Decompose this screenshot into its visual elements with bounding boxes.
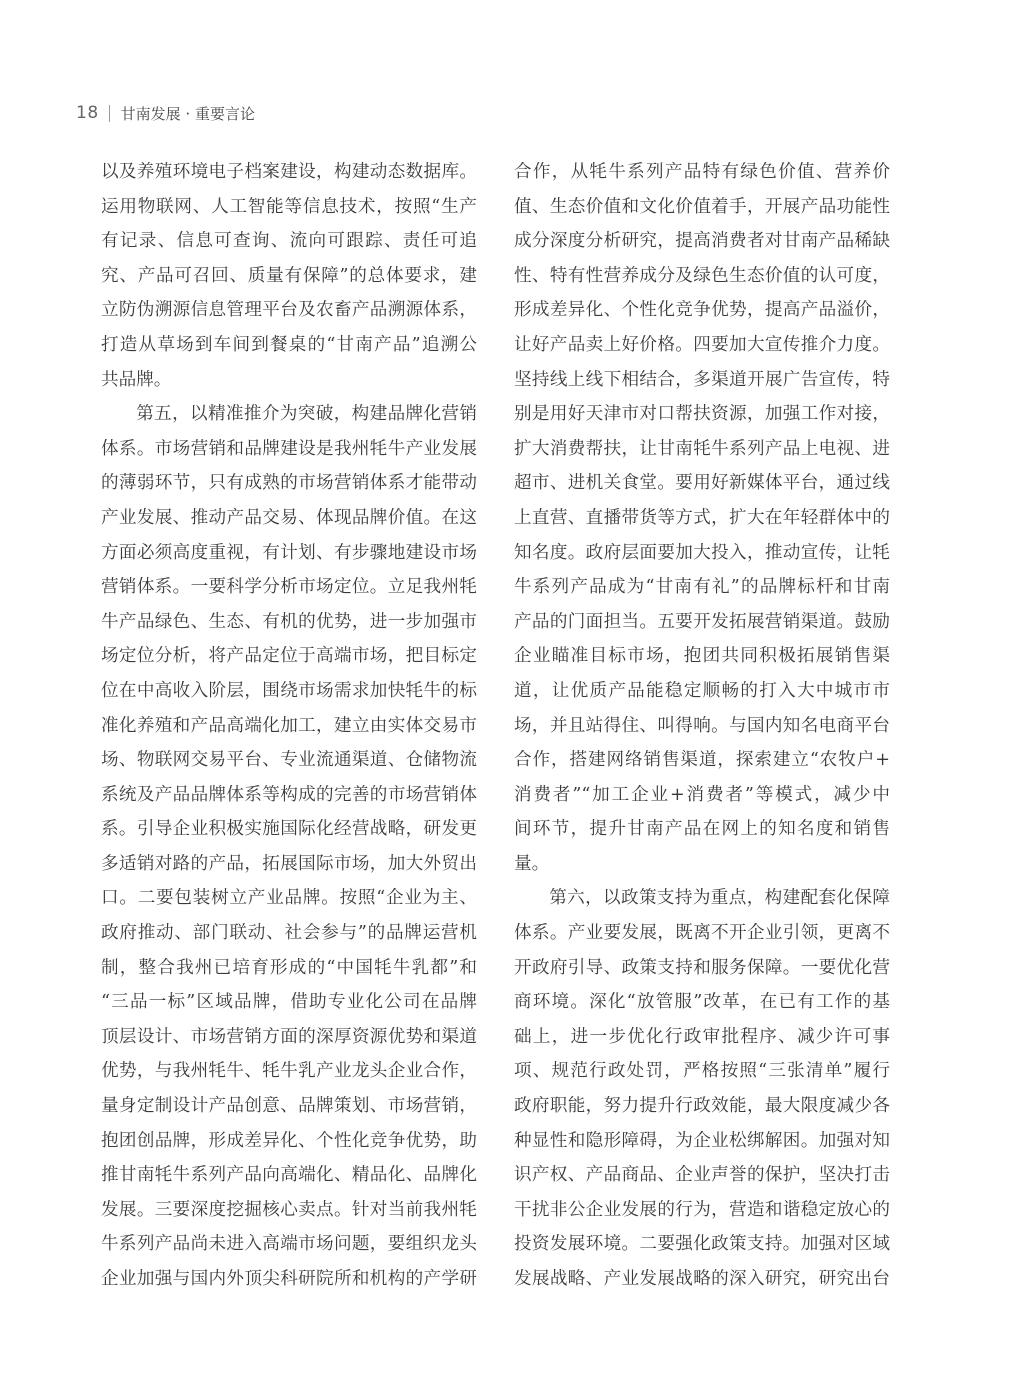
text-line: 成分深度分析研究，提高消费者对甘南产品稀缺 [514, 231, 890, 252]
text-line: 形成差异化、个性化竞争优势，提高产品溢价， [514, 300, 890, 321]
text-line: 干扰非公企业发展的行为，营造和谐稳定放心的 [514, 1199, 890, 1220]
text-line: 系统及产品品牌体系等构成的完善的市场营销体 [101, 784, 477, 805]
text-line: 值、生态价值和文化价值着手，开展产品功能性 [514, 196, 890, 217]
text-line: 政府职能，努力提升行政效能，最大限度减少各 [514, 1096, 890, 1117]
text-line: 顶层设计、市场营销方面的深厚资源优势和渠道 [101, 1026, 477, 1047]
running-header [76, 99, 255, 127]
text-line: 商环境。深化“放管服”改革，在已有工作的基 [514, 992, 890, 1013]
text-line: 上直营、直播带货等方式，扩大在年轻群体中的 [514, 507, 890, 528]
text-line: 口。二要包装树立产业品牌。按照“企业为主、 [101, 888, 477, 909]
text-line: 抱团创品牌，形成差异化、个性化竞争优势，助 [101, 1130, 477, 1151]
text-line: 以及养殖环境电子档案建设，构建动态数据库。 [101, 162, 477, 182]
text-line: 坚持线上线下相结合，多渠道开展广告宣传，特 [514, 369, 890, 390]
text-line: 营销体系。一要科学分析市场定位。立足我州牦 [101, 577, 477, 598]
text-line: 场、物联网交易平台、专业流通渠道、仓储物流 [101, 750, 477, 771]
text-line: 企业加强与国内外顶尖科研院所和机构的产学研 [101, 1269, 477, 1289]
text-line: 牛产品绿色、生态、有机的优势，进一步加强市 [101, 611, 477, 632]
text-line: 础上，进一步优化行政审批程序、减少许可事 [514, 1026, 890, 1047]
text-line: 体系。产业要发展，既离不开企业引领，更离不 [514, 923, 890, 944]
text-line: 发展。三要深度挖掘核心卖点。针对当前我州牦 [101, 1199, 477, 1220]
page-number: 18 [76, 103, 99, 123]
text-line: 企业瞄准目标市场，抱团共同积极拓展销售渠 [514, 646, 890, 667]
text-line: 量。 [514, 853, 550, 874]
text-line: 量身定制设计产品创意、品牌策划、市场营销， [101, 1096, 477, 1117]
text-line: 第五，以精准推介为突破，构建品牌化营销 [136, 404, 477, 425]
text-line: 位在中高收入阶层，围绕市场需求加快牦牛的标 [101, 680, 477, 701]
text-line: 道，让优质产品能稳定顺畅的打入大中城市市 [514, 680, 890, 701]
text-line: 发展战略、产业发展战略的深入研究，研究出台 [514, 1269, 890, 1289]
text-line: 场，并且站得住、叫得响。与国内知名电商平台 [514, 715, 890, 736]
text-line: 打造从草场到车间到餐桌的“甘南产品”追溯公 [101, 334, 477, 355]
text-line: 推甘南牦牛系列产品向高端化、精品化、品牌化 [101, 1165, 477, 1186]
text-line: 牛系列产品尚未进入高端市场问题，要组织龙头 [101, 1234, 477, 1255]
text-line: 性、特有性营养成分及绿色生态价值的认可度， [514, 265, 890, 286]
text-line: 体系。市场营销和品牌建设是我州牦牛产业发展 [101, 438, 477, 459]
text-line: 消费者”“加工企业+消费者”等模式，减少中 [514, 784, 890, 805]
text-line: 多适销对路的产品，拓展国际市场，加大外贸出 [101, 853, 477, 874]
text-line: 准化养殖和产品高端化加工，建立由实体交易市 [101, 715, 477, 736]
text-line: 开政府引导、政策支持和服务保障。一要优化营 [514, 957, 890, 978]
text-line: “三品一标”区域品牌，借助专业化公司在品牌 [101, 992, 477, 1013]
text-line: 扩大消费帮扶，让甘南牦牛系列产品上电视、进 [514, 438, 890, 459]
text-line: 制，整合我州已培育形成的“中国牦牛乳都”和 [101, 957, 477, 978]
text-line: 究、产品可召回、质量有保障”的总体要求，建 [101, 265, 477, 286]
left-text-column [101, 155, 477, 1297]
text-line: 第六，以政策支持为重点，构建配套化保障 [549, 888, 890, 909]
text-line: 让好产品卖上好价格。四要加大宣传推介力度。 [514, 334, 890, 355]
section-title: 甘南发展 · 重要言论 [120, 104, 255, 123]
text-line: 知名度。政府层面要加大投入，推动宣传，让牦 [514, 542, 890, 563]
text-line: 场定位分析，将产品定位于高端市场，把目标定 [101, 646, 477, 667]
text-line: 超市、进机关食堂。要用好新媒体平台，通过线 [514, 473, 890, 494]
text-line: 系。引导企业积极实施国际化经营战略，研发更 [101, 819, 477, 840]
text-line: 有记录、信息可查询、流向可跟踪、责任可追 [101, 231, 477, 252]
text-line: 产品的门面担当。五要开发拓展营销渠道。鼓励 [514, 611, 890, 632]
text-line: 共品牌。 [101, 369, 172, 390]
text-line: 识产权、产品商品、企业声誉的保护，坚决打击 [514, 1165, 890, 1186]
header-divider [109, 105, 110, 122]
text-line: 产业发展、推动产品交易、体现品牌价值。在这 [101, 507, 477, 528]
text-line: 牛系列产品成为“甘南有礼”的品牌标杆和甘南 [514, 577, 890, 598]
text-line: 政府推动、部门联动、社会参与”的品牌运营机 [101, 923, 477, 944]
text-line: 立防伪溯源信息管理平台及农畜产品溯源体系， [101, 300, 477, 321]
text-line: 运用物联网、人工智能等信息技术，按照“生产 [101, 196, 477, 217]
text-line: 优势，与我州牦牛、牦牛乳产业龙头企业合作， [101, 1061, 477, 1082]
right-text-column [514, 155, 890, 1297]
text-line: 方面必须高度重视，有计划、有步骤地建设市场 [101, 542, 477, 563]
text-line: 投资发展环境。二要强化政策支持。加强对区域 [514, 1234, 890, 1255]
text-line: 合作，从牦牛系列产品特有绿色价值、营养价 [514, 162, 890, 182]
text-line: 别是用好天津市对口帮扶资源，加强工作对接， [514, 404, 890, 425]
text-line: 的薄弱环节，只有成熟的市场营销体系才能带动 [101, 473, 477, 494]
text-line: 项、规范行政处罚，严格按照“三张清单”履行 [514, 1061, 890, 1082]
text-line: 种显性和隐形障碍，为企业松绑解困。加强对知 [514, 1130, 890, 1151]
text-line: 间环节，提升甘南产品在网上的知名度和销售 [514, 819, 890, 840]
text-line: 合作，搭建网络销售渠道，探索建立“农牧户+ [514, 750, 890, 771]
